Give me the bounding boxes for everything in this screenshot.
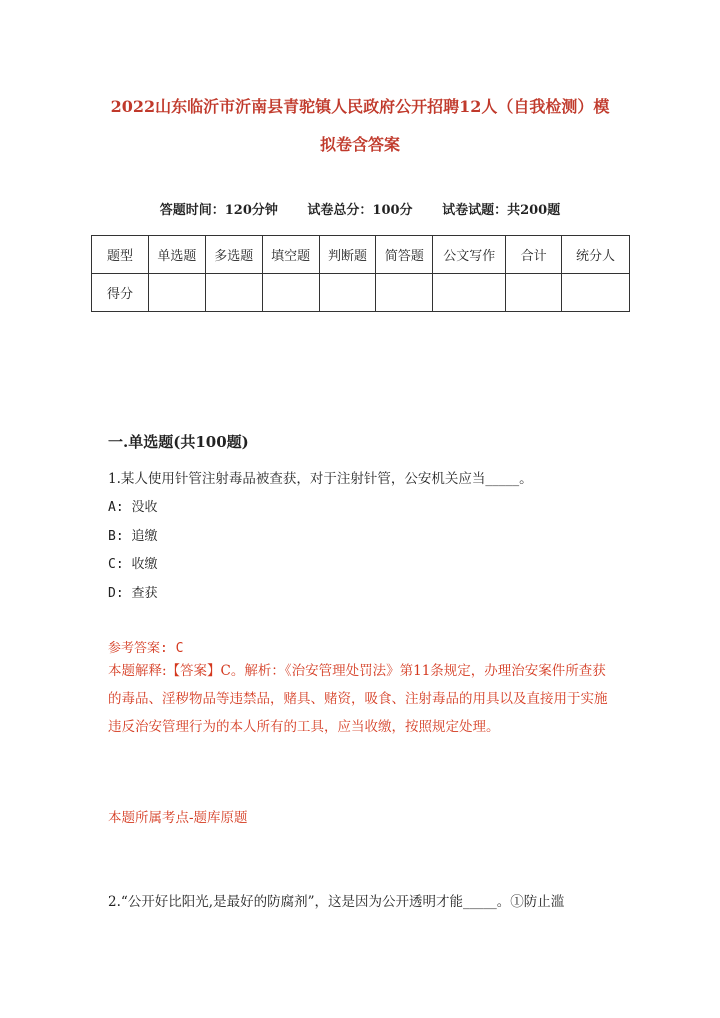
score-table-header-cell: 填空题 <box>262 236 319 274</box>
score-row-label: 得分 <box>92 274 149 312</box>
exam-meta <box>0 199 720 218</box>
score-table <box>91 235 630 312</box>
question-1-option-d: D: 查获 <box>108 586 158 601</box>
score-table-score-row <box>92 274 630 312</box>
score-table-header-cell: 判断题 <box>319 236 376 274</box>
score-cell <box>433 274 506 312</box>
score-cell <box>319 274 376 312</box>
question-1-stem: 1.某人使用针管注射毒品被查获，对于注射针管，公安机关应当_____。 <box>108 471 533 487</box>
score-cell <box>148 274 205 312</box>
question-1-option-a: A: 没收 <box>108 500 158 515</box>
document-title: 2022山东临沂市沂南县青驼镇人民政府公开招聘12人（自我检测）模拟卷含答案 <box>110 97 610 154</box>
question-1-answer: 参考答案: C <box>108 641 184 656</box>
score-table-header-cell: 简答题 <box>376 236 433 274</box>
score-table-header-cell: 公文写作 <box>433 236 506 274</box>
question-2-stem: 2.“公开好比阳光,是最好的防腐剂”，这是因为公开透明才能_____。①防止滥 <box>108 894 565 910</box>
score-cell <box>506 274 562 312</box>
score-table-header-cell: 题型 <box>92 236 149 274</box>
score-cell <box>562 274 630 312</box>
score-cell <box>205 274 262 312</box>
question-1-option-c: C: 收缴 <box>108 557 158 572</box>
section-title: 一.单选题(共100题) <box>108 433 249 451</box>
score-table-header-cell: 合计 <box>506 236 562 274</box>
score-cell <box>376 274 433 312</box>
exam-time: 答题时间：120分钟 <box>159 203 278 218</box>
question-1-explanation: 本题解释:【答案】C。解析：《治安管理处罚法》第11条规定，办理治安案件所查获的毒品、淫秽物品等违禁品，赌具、赌资，吸食、注射毒品的用具以及直接用于实施违反治安管理行为的本人所有的工具，应当收缴，按照规定处理。 <box>108 663 608 735</box>
question-1-topic: 本题所属考点-题库原题 <box>108 810 248 826</box>
score-cell <box>262 274 319 312</box>
score-table-header-cell: 单选题 <box>148 236 205 274</box>
question-1-option-b: B: 追缴 <box>108 529 158 544</box>
score-table-header-cell: 统分人 <box>562 236 630 274</box>
exam-total-score: 试卷总分：100分 <box>307 203 413 218</box>
exam-question-count: 试卷试题：共200题 <box>442 203 561 218</box>
score-table-header-row <box>92 236 630 274</box>
score-table-header-cell: 多选题 <box>205 236 262 274</box>
